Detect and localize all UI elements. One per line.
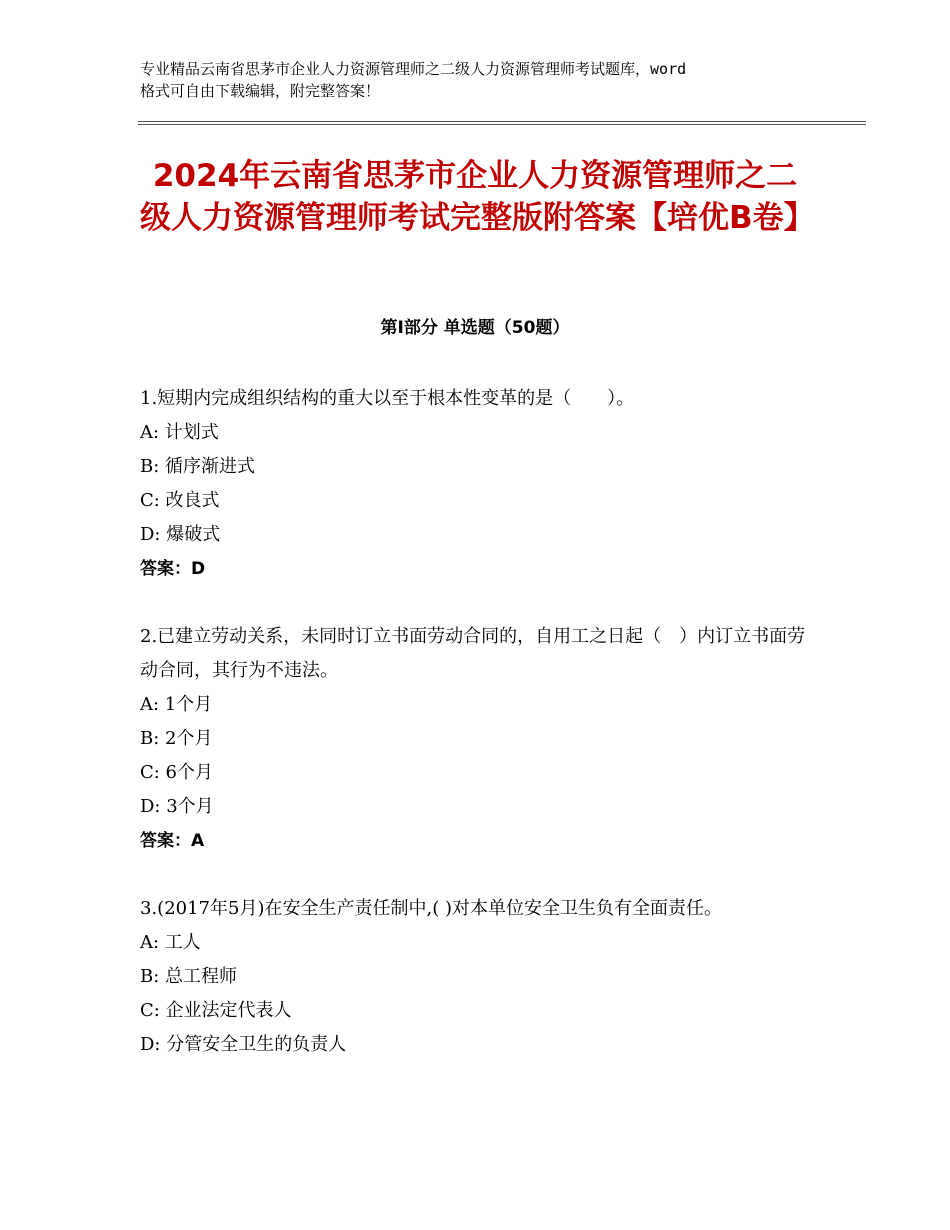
option-a: A: 1个月	[140, 694, 213, 715]
option-b: B: 循序渐进式	[140, 456, 256, 477]
option-a: A: 计划式	[140, 422, 219, 443]
option-b: B: 2个月	[140, 728, 213, 749]
header-divider	[138, 121, 866, 122]
header-divider-secondary	[138, 124, 866, 125]
question-3	[140, 892, 810, 1062]
option-a: A: 工人	[140, 932, 201, 953]
option-d: D: 爆破式	[140, 524, 221, 545]
header-note-line-1: 专业精品云南省思茅市企业人力资源管理师之二级人力资源管理师考试题库，word	[140, 60, 687, 78]
option-c: C: 改良式	[140, 490, 220, 511]
question-list	[140, 382, 810, 1096]
option-c: C: 6个月	[140, 762, 214, 783]
question-text: 1.短期内完成组织结构的重大以至于根本性变革的是（ ）。	[140, 388, 635, 409]
option-c: C: 企业法定代表人	[140, 1000, 292, 1021]
option-b: B: 总工程师	[140, 966, 238, 987]
answer: 答案：D	[140, 559, 206, 579]
question-text: 2.已建立劳动关系，未同时订立书面劳动合同的，自用工之日起（ ）内订立书面劳动合同，其行为不违法。	[140, 626, 806, 681]
document-title: 2024年云南省思茅市企业人力资源管理师之二级人力资源管理师考试完整版附答案【培优B卷】	[140, 158, 815, 236]
answer: 答案：A	[140, 831, 205, 851]
option-d: D: 3个月	[140, 796, 214, 817]
header-note	[140, 58, 830, 102]
header-note-line-2: 格式可自由下载编辑，附完整答案！	[140, 82, 381, 100]
section-heading: 第Ⅰ部分 单选题（50题）	[380, 318, 570, 338]
question-1	[140, 382, 810, 586]
question-2	[140, 620, 810, 858]
option-d: D: 分管安全卫生的负责人	[140, 1034, 347, 1055]
question-text: 3.(2017年5月)在安全生产责任制中,( )对本单位安全卫生负有全面责任。	[140, 898, 722, 919]
